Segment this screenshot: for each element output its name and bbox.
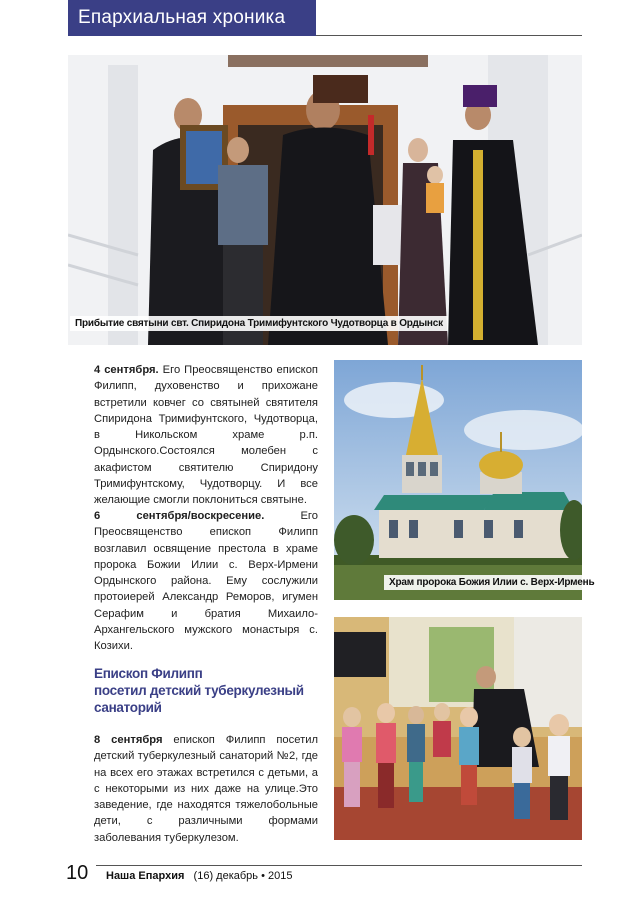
article3-heading-line2: посетил детский туберкулезный [94, 683, 304, 698]
article3-date: 8 сентября [94, 734, 163, 746]
footer-bullet: • [261, 870, 265, 882]
issue-label: (16) декабрь [193, 870, 259, 882]
photo-church-ilia [334, 360, 582, 600]
footer-info [106, 870, 293, 882]
photo2-caption: Храм пророка Божия Илии с. Верх-Ирмень [384, 575, 599, 590]
article3-text: епископ Филипп посетил детский туберкулезный санаторий №2, где на всех его этажах встретился с детьми, а с некоторыми из них даже на улице.Это заведение, где находятся тяжелобольные дети, с различными формами заболевания туберкулезом. [94, 734, 318, 844]
article2-text: Его Преосвященство епископ Филипп возглавил освящение престола в храме пророка Божии Илии с. Верх-Ирмени Ордынского района. Ему сослужили протоиерей Александр Реморов, игумен Серафим и братия Михаило-Архангельского мужского монастыря с. Козихи. [94, 510, 318, 653]
section-title: Епархиальная хроника [68, 0, 316, 36]
article-sept-6 [94, 508, 318, 655]
magazine-name: Наша Епархия [106, 870, 185, 882]
issue-year: 2015 [268, 870, 293, 882]
article3-heading-line3: санаторий [94, 700, 162, 715]
photo-clergy-procession [68, 55, 582, 345]
article3-heading-line1: Епископ Филипп [94, 666, 203, 681]
article1-date: 4 сентября. [94, 364, 159, 376]
article1-text: Его Преосвященство епископ Филипп, духовенство и прихожане встретили ковчег со святыней святителя Спиридона Тримифунтского, Чудотворца, в Никольском храме р.п. Ордынского.Состоялся молебен с акафистом святителю Спиридону Тримифунтскому, Чудотворцу. И все желающие смогли поклониться святыне. [94, 364, 318, 507]
article2-date: 6 сентября/воскресение. [94, 510, 265, 522]
photo-sanatorium-children [334, 617, 582, 840]
photo1-caption: Прибытие святыни свт. Спиридона Тримифунтского Чудотворца в Ордынск [70, 316, 448, 331]
article3-heading [94, 665, 334, 716]
article-sept-4 [94, 362, 318, 509]
footer-rule [96, 865, 582, 866]
article-sept-8 [94, 732, 318, 846]
header-rule [316, 35, 582, 36]
page-number: 10 [66, 862, 89, 884]
